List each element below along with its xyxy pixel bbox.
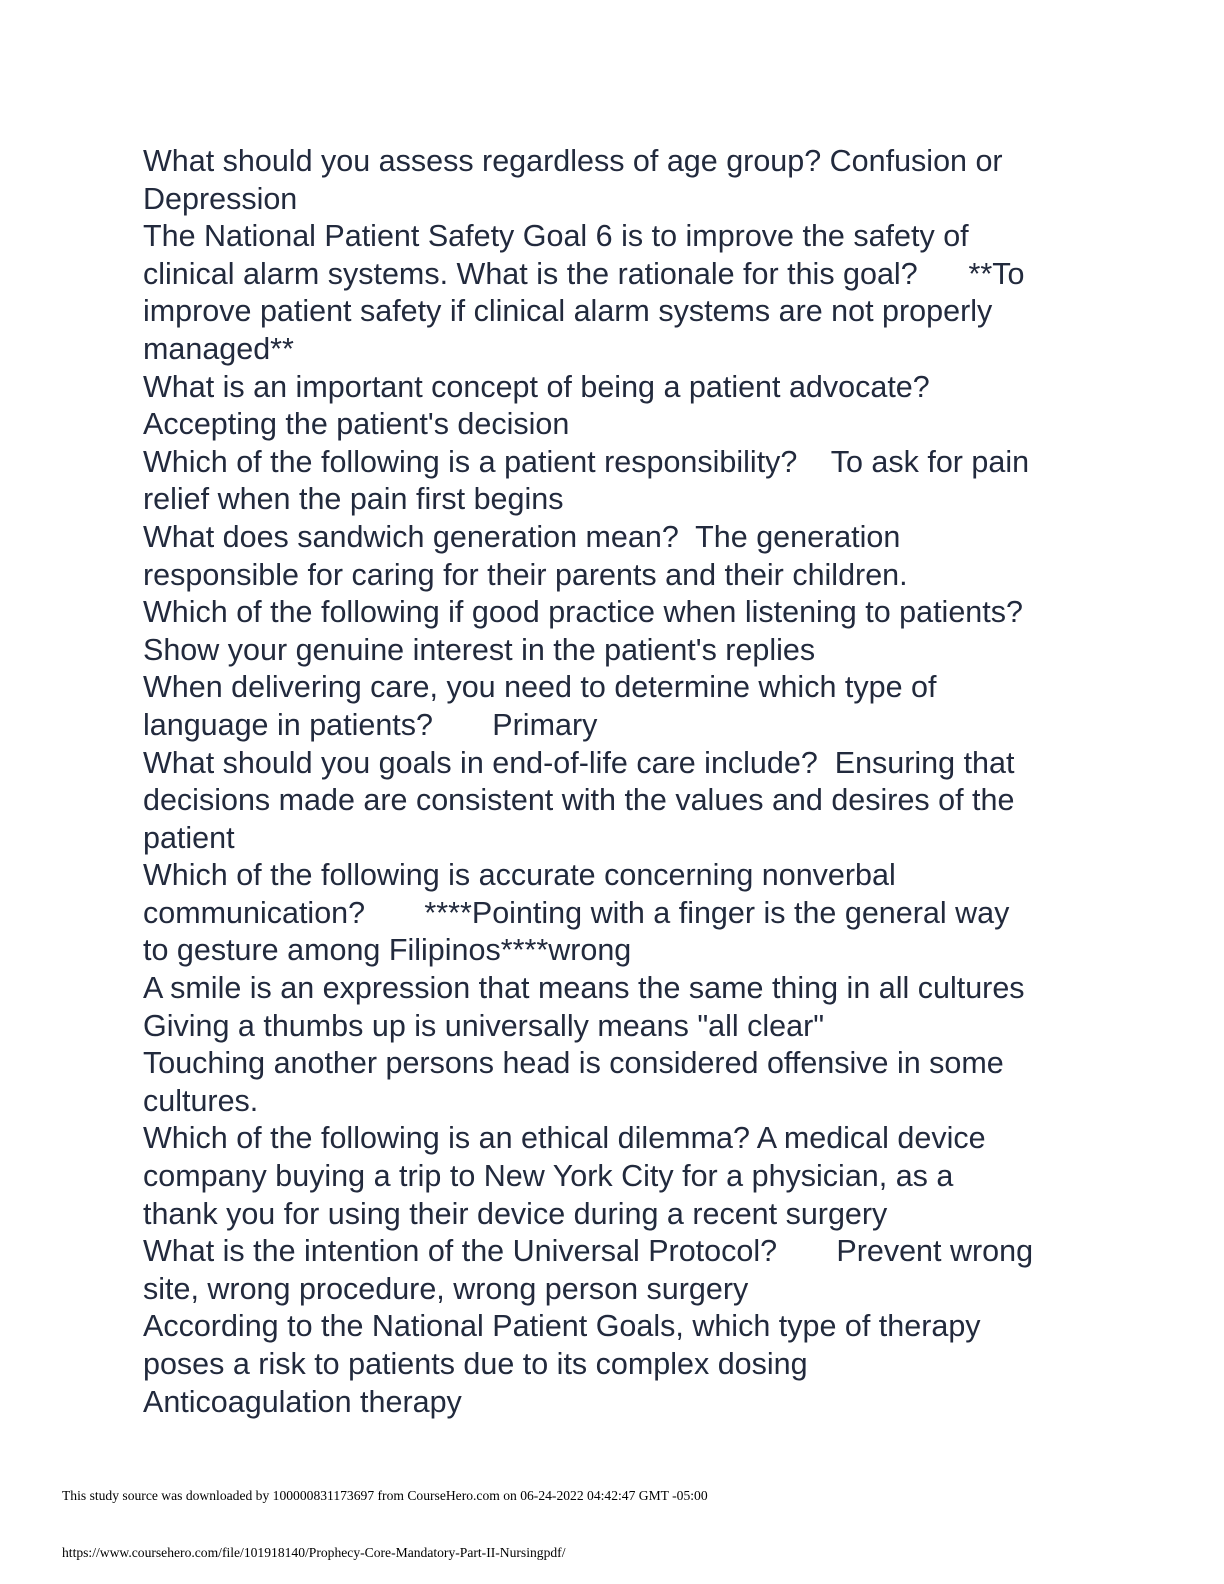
text-line: A smile is an expression that means the same thing in all cultures xyxy=(143,971,1025,1006)
text-line: Show your genuine interest in the patient's replies xyxy=(143,632,816,667)
text-line: Which of the following is accurate concerning nonverbal xyxy=(143,858,896,893)
footer-url-link[interactable]: https://www.coursehero.com/file/101918140/Prophecy-Core-Mandatory-Part-II-Nursingpdf/ xyxy=(62,1545,566,1560)
text-line: What does sandwich generation mean? The generation xyxy=(143,519,901,554)
text-line: poses a risk to patients due to its complex dosing xyxy=(143,1347,808,1381)
document-body xyxy=(143,143,1083,1421)
text-line: relief when the pain first begins xyxy=(143,482,564,517)
text-line: Depression xyxy=(143,181,298,216)
text-line: decisions made are consistent with the values and desires of the xyxy=(143,783,1015,818)
text-line: What is an important concept of being a patient advocate? xyxy=(143,369,930,404)
text-line: thank you for using their device during a recent surgery xyxy=(143,1196,888,1231)
text-line: Which of the following if good practice when listening to patients? xyxy=(143,595,1023,630)
text-line: Which of the following is an ethical dilemma? A medical device xyxy=(143,1121,986,1156)
text-line: What is the intention of the Universal Protocol? Prevent wrong xyxy=(143,1234,1034,1269)
text-line: When delivering care, you need to determine which type of xyxy=(143,670,937,705)
text-line: The National Patient Safety Goal 6 is to improve the safety of xyxy=(143,219,969,254)
text-line: managed** xyxy=(143,331,294,366)
text-line: According to the National Patient Goals, which type of therapy xyxy=(143,1309,981,1344)
text-line: communication? ****Pointing with a finger is the general way xyxy=(143,895,1010,930)
text-line: site, wrong procedure, wrong person surgery xyxy=(143,1271,749,1306)
text-line: What should you assess regardless of age group? Confusion or xyxy=(143,144,1003,178)
footer-source-note: This study source was downloaded by 100000831173697 from CourseHero.com on 06-24-2022 04:42:47 GMT -05:00 xyxy=(62,1488,708,1503)
text-line: Which of the following is a patient responsibility? To ask for pain xyxy=(143,444,1030,479)
text-line: cultures. xyxy=(143,1083,259,1118)
text-line: patient xyxy=(143,820,235,855)
text-line: language in patients? Primary xyxy=(143,707,598,742)
text-line: to gesture among Filipinos****wrong xyxy=(143,933,632,968)
text-line: Touching another persons head is considered offensive in some xyxy=(143,1046,1004,1081)
text-line: Accepting the patient's decision xyxy=(143,407,570,442)
text-line: What should you goals in end-of-life care include? Ensuring that xyxy=(143,745,1015,780)
text-line: company buying a trip to New York City for a physician, as a xyxy=(143,1159,954,1194)
text-line: responsible for caring for their parents and their children. xyxy=(143,557,908,592)
text-line: clinical alarm systems. What is the rationale for this goal? **To xyxy=(143,256,1025,291)
text-line: Giving a thumbs up is universally means "all clear" xyxy=(143,1008,825,1043)
text-line: Anticoagulation therapy xyxy=(143,1384,462,1419)
text-line: improve patient safety if clinical alarm systems are not properly xyxy=(143,294,993,329)
